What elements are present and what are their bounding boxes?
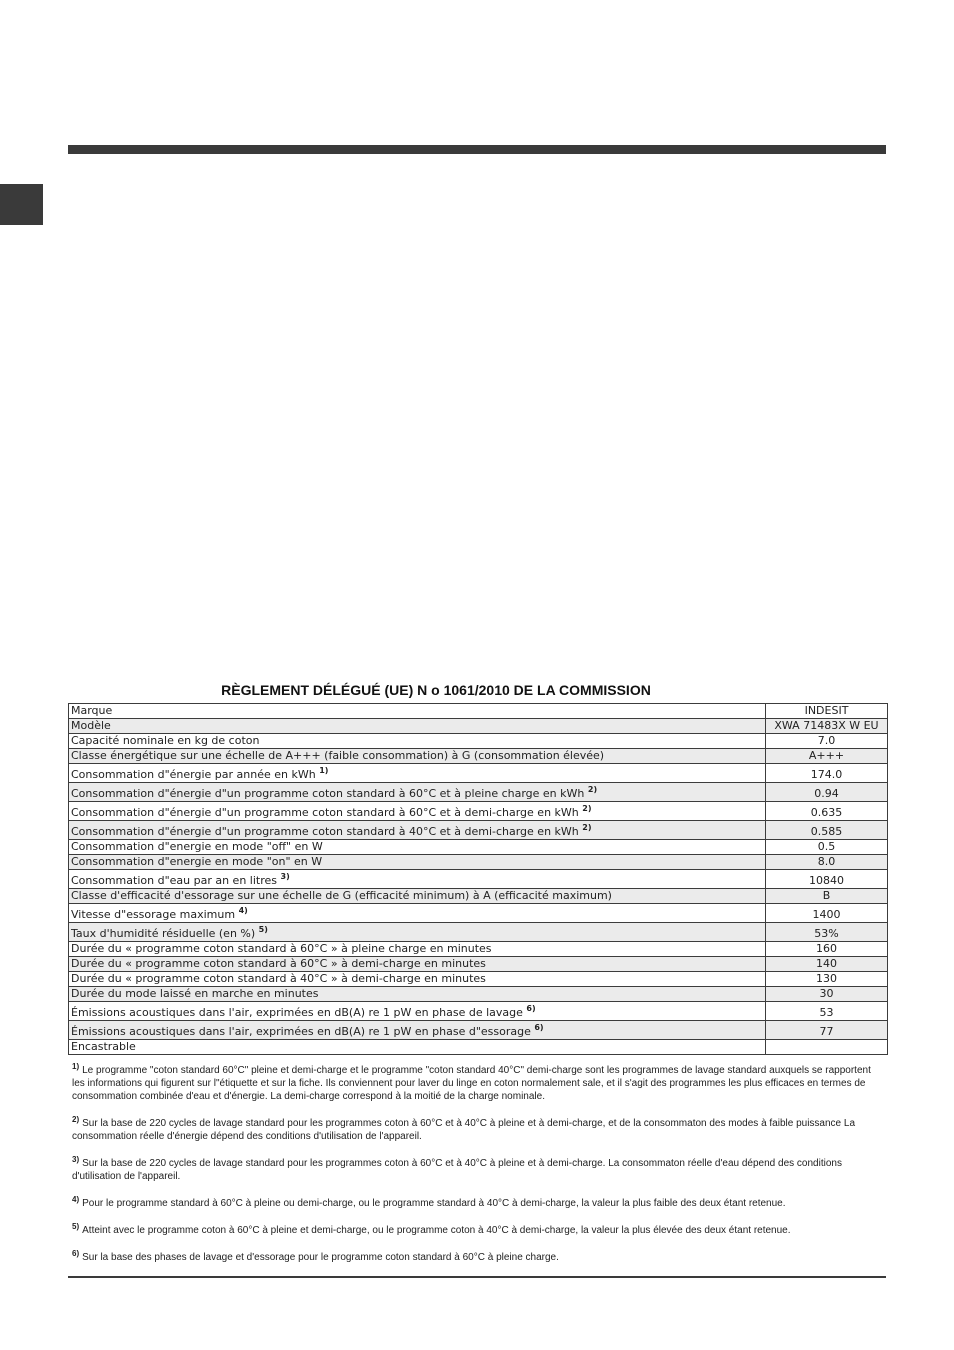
table-row	[69, 1021, 888, 1040]
row-label-text: Consommation d"énergie d"un programme coton standard à 60°C et à demi-charge en kWh	[71, 806, 579, 819]
row-value: 30	[766, 987, 888, 1002]
row-value: 8.0	[766, 855, 888, 870]
row-label	[69, 719, 766, 734]
row-value: 53	[766, 1002, 888, 1021]
footnote-ref: 4)	[238, 906, 248, 915]
row-label	[69, 749, 766, 764]
footnote-ref: 1)	[319, 766, 329, 775]
row-label	[69, 855, 766, 870]
row-value: 0.94	[766, 783, 888, 802]
row-value: 53%	[766, 923, 888, 942]
row-label-text: Vitesse d"essorage maximum	[71, 908, 236, 921]
row-value: 10840	[766, 870, 888, 889]
table-row	[69, 840, 888, 855]
footnote-text: Atteint avec le programme coton à 60°C à pleine et demi-charge, ou le programme coton à 40°C à demi-charge, la valeur la plus élevée des deux étant retenue.	[82, 1225, 791, 1236]
row-label-text: Durée du « programme coton standard à 60°C » à pleine charge en minutes	[71, 942, 492, 955]
row-label	[69, 870, 766, 889]
row-label	[69, 734, 766, 749]
footnote-number: 3)	[72, 1155, 80, 1164]
row-value: B	[766, 889, 888, 904]
table-row	[69, 923, 888, 942]
row-label	[69, 840, 766, 855]
row-label	[69, 704, 766, 719]
table-row	[69, 734, 888, 749]
footnote-ref: 2)	[587, 785, 598, 794]
row-label-text: Émissions acoustiques dans l'air, exprimées en dB(A) re 1 pW en phase d"essorage	[71, 1025, 531, 1038]
footnote	[72, 1224, 882, 1237]
row-label-text: Modèle	[71, 719, 111, 732]
language-tab-marker	[0, 184, 43, 225]
table-row	[69, 704, 888, 719]
footnote	[72, 1064, 882, 1103]
row-value: 77	[766, 1021, 888, 1040]
footnote-ref: 5)	[258, 925, 268, 934]
row-label-text: Consommation d"eau par an en litres	[71, 874, 277, 887]
table-row	[69, 870, 888, 889]
row-value: A+++	[766, 749, 888, 764]
row-label-text: Consommation d"energie en mode "off" en W	[71, 840, 323, 853]
footnotes	[72, 1064, 882, 1278]
table-row	[69, 749, 888, 764]
row-value: 0.635	[766, 802, 888, 821]
row-value: 174.0	[766, 764, 888, 783]
table-row	[69, 957, 888, 972]
row-label	[69, 1021, 766, 1040]
row-value	[766, 1040, 888, 1055]
footnote-number: 6)	[72, 1249, 80, 1258]
row-label	[69, 923, 766, 942]
footnote-ref: 6)	[534, 1023, 544, 1032]
row-label	[69, 889, 766, 904]
footnote-number: 4)	[72, 1195, 80, 1204]
row-label-text: Consommation d"energie en mode "on" en W	[71, 855, 323, 868]
row-label-text: Marque	[71, 704, 113, 717]
regulation-title: RÈGLEMENT DÉLÉGUÉ (UE) N o 1061/2010 DE LA COMMISSION	[221, 682, 651, 698]
product-fiche-rows	[69, 704, 888, 1055]
table-row	[69, 855, 888, 870]
footnote-text: Sur la base des phases de lavage et d'essorage pour le programme coton standard à 60°C à pleine charge.	[82, 1252, 559, 1263]
row-label	[69, 972, 766, 987]
table-row	[69, 1002, 888, 1021]
table-row	[69, 719, 888, 734]
footnote	[72, 1157, 882, 1183]
table-row	[69, 764, 888, 783]
row-value: 7.0	[766, 734, 888, 749]
row-label-text: Classe énergétique sur une échelle de A+++ (faible consommation) à G (consommation élevée)	[71, 749, 605, 762]
row-label	[69, 987, 766, 1002]
row-value: 1400	[766, 904, 888, 923]
row-label	[69, 942, 766, 957]
table-row	[69, 783, 888, 802]
row-label	[69, 783, 766, 802]
footnote-ref: 6)	[526, 1004, 536, 1013]
footnote-text: Sur la base de 220 cycles de lavage standard pour les programmes coton à 60°C et à 40°C à pleine et à demi-charge, et de la consommaton des modes à faible puissance La consommation réelle d'énergie dépend des conditions d'utilisation de l'appareil.	[72, 1118, 856, 1142]
row-label	[69, 802, 766, 821]
footnote-text: Le programme "coton standard 60°C" pleine et demi-charge et le programme "coton standard 40°C" demi-charge sont les programmes de lavage standard auxquels se rapportent les informations qui figurent sur l"étiquette et sur la fiche. Ils conviennent pour laver du linge en coton normalement sale, et il s'agit des programmes les plus efficaces en termes de consommation combinée d'eau et d'énergie. La demi-charge correspond à la moitié de la charge nominale.	[72, 1065, 871, 1102]
table-row	[69, 972, 888, 987]
row-value: 160	[766, 942, 888, 957]
row-value: 130	[766, 972, 888, 987]
table-row	[69, 942, 888, 957]
row-label	[69, 821, 766, 840]
row-label-text: Taux d'humidité résiduelle (en %)	[71, 927, 256, 940]
row-label	[69, 957, 766, 972]
row-value: 0.585	[766, 821, 888, 840]
row-label	[69, 1040, 766, 1055]
row-label-text: Capacité nominale en kg de coton	[71, 734, 260, 747]
row-label-text: Consommation d"énergie par année en kWh	[71, 768, 316, 781]
footnote	[72, 1197, 882, 1210]
row-label-text: Classe d'efficacité d'essorage sur une échelle de G (efficacité minimum) à A (efficacité maximum)	[71, 889, 612, 902]
table-row	[69, 904, 888, 923]
row-label-text: Durée du « programme coton standard à 40°C » à demi-charge en minutes	[71, 972, 486, 985]
footnote-ref: 3)	[280, 872, 290, 881]
row-label	[69, 904, 766, 923]
footnote-text: Pour le programme standard à 60°C à pleine ou demi-charge, ou le programme standard à 40°C à demi-charge, la valeur la plus faible des deux étant retenue.	[82, 1198, 786, 1209]
footnote-text: Sur la base de 220 cycles de lavage standard pour les programmes coton à 60°C et à 40°C à pleine et à demi-charge. La consommaton réelle d'eau dépend des conditions d'utilisation de l'appareil.	[72, 1158, 842, 1182]
row-value: 140	[766, 957, 888, 972]
row-value: INDESIT	[766, 704, 888, 719]
row-label-text: Durée du « programme coton standard à 60°C » à demi-charge en minutes	[71, 957, 486, 970]
row-label	[69, 1002, 766, 1021]
footnote	[72, 1251, 882, 1264]
table-row	[69, 802, 888, 821]
row-label-text: Émissions acoustiques dans l'air, exprimées en dB(A) re 1 pW en phase de lavage	[71, 1006, 523, 1019]
footnote-number: 5)	[72, 1222, 80, 1231]
footnote-number: 1)	[72, 1062, 80, 1071]
table-row	[69, 821, 888, 840]
row-label-text: Encastrable	[71, 1040, 136, 1053]
row-label-text: Consommation d"énergie d"un programme coton standard à 40°C et à demi-charge en kWh	[71, 825, 579, 838]
row-value: 0.5	[766, 840, 888, 855]
footnote-ref: 2)	[582, 804, 592, 813]
table-row	[69, 987, 888, 1002]
footnote-number: 2)	[72, 1115, 80, 1124]
row-value: XWA 71483X W EU	[766, 719, 888, 734]
product-fiche-table	[68, 703, 888, 1055]
row-label-text: Consommation d"énergie d"un programme coton standard à 60°C et à pleine charge en kWh	[71, 787, 585, 800]
header-rule	[68, 145, 886, 154]
footer-rule	[68, 1276, 886, 1278]
row-label-text: Durée du mode laissé en marche en minutes	[71, 987, 319, 1000]
table-row	[69, 889, 888, 904]
row-label	[69, 764, 766, 783]
footnote-ref: 2)	[582, 823, 592, 832]
table-row	[69, 1040, 888, 1055]
footnote	[72, 1117, 882, 1143]
